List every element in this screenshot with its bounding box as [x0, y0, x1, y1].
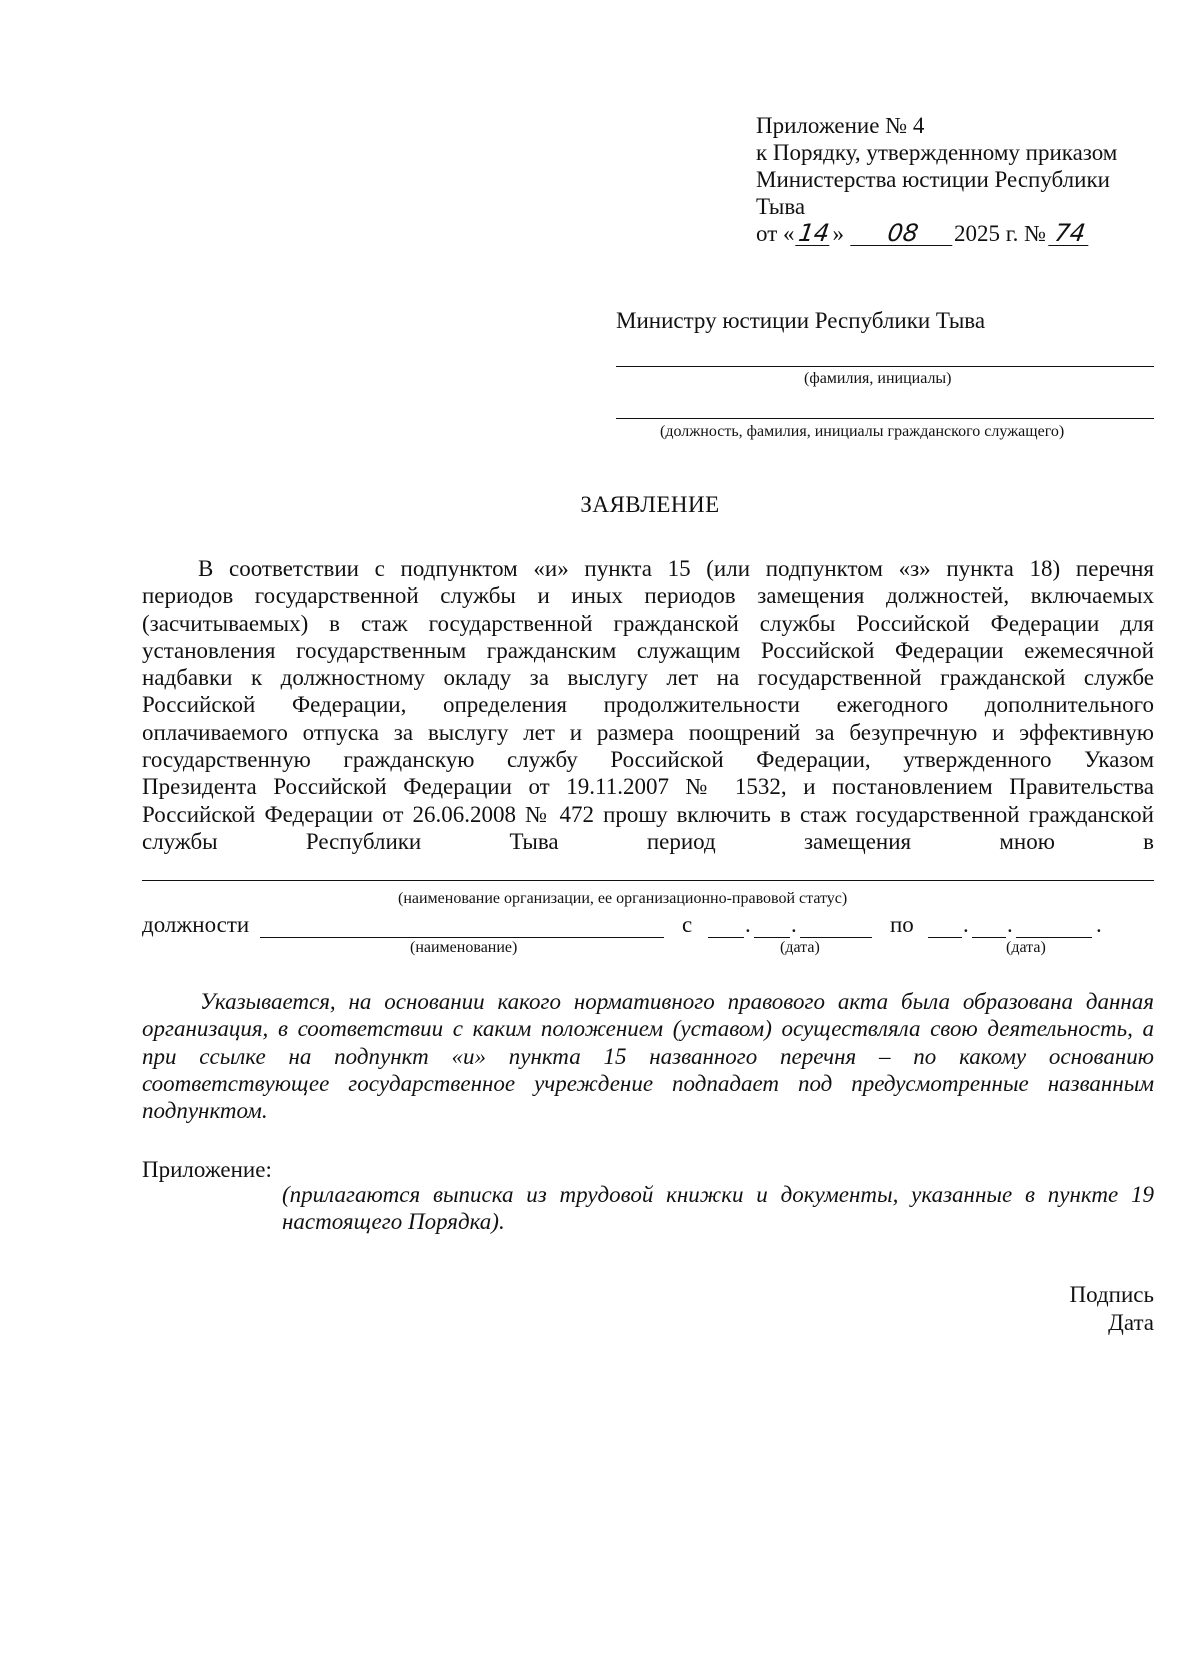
paragraph-line: В соответствии с подпунктом «и» пункта 15 (или подпунктом «з» пункта 18) перечня — [198, 556, 1154, 581]
paragraph-line: Российской Федерации от 26.06.2008 № 472 прошу включить в стаж государственной гражданской — [142, 801, 1154, 827]
paragraph-line: периодов государственной службы и иных периодов замещения должностей, включаемых — [142, 583, 1154, 609]
note-line: соответствующее государственное учреждение подпадает под предусмотренные названным — [142, 1070, 1154, 1096]
attachment-line: (прилагаются выписка из трудовой книжки и документы, указанные в пункте 19 — [282, 1182, 1154, 1207]
paragraph-line: (засчитываемых) в стаж государственной гражданской службы Российской Федерации для — [142, 610, 1154, 636]
position-field-line — [616, 418, 1154, 419]
attachment-text — [282, 1181, 1154, 1236]
appendix-order-ref: к Порядку, утвержденному приказом — [756, 140, 1118, 165]
from-date-caption: (дата) — [780, 939, 820, 956]
from-dot-1: . — [745, 912, 751, 937]
addressee: Министру юстиции Республики Тыва — [616, 308, 986, 333]
note-line: Указывается, на основании какого нормативного правового акта была образована данная — [200, 989, 1154, 1014]
note-line: подпунктом. — [142, 1098, 268, 1124]
position-period-row — [142, 912, 1154, 942]
handwritten-day: 14 — [796, 219, 831, 247]
organization-field-line — [142, 880, 1154, 881]
to-dot-2: . — [1007, 912, 1013, 937]
appendix-republic: Тыва — [756, 194, 806, 219]
signature-block — [1070, 1281, 1154, 1336]
date-prefix: от « — [756, 221, 795, 246]
position-field-caption: (должность, фамилия, инициалы гражданского служащего) — [660, 423, 1065, 440]
paragraph-line: государственную гражданскую службу Российской Федерации, утвержденного Указом — [142, 747, 1154, 773]
appendix-header — [756, 112, 1156, 247]
paragraph-line: Президента Российской Федерации от 19.11.2007 № 1532, и постановлением Правительства — [142, 774, 1154, 800]
from-label: с — [682, 912, 693, 937]
position-label: должности — [142, 912, 250, 937]
to-dot-1: . — [963, 912, 969, 937]
handwritten-order-number: 74 — [1048, 221, 1092, 246]
to-day-line — [928, 937, 962, 938]
name-field-line — [616, 366, 1154, 367]
attachment-label: Приложение: — [142, 1157, 272, 1182]
page-title: ЗАЯВЛЕНИЕ — [580, 492, 720, 517]
paragraph-line: оплачиваемого отпуска за выслугу лет и размера поощрений за безупречную и эффективную — [142, 719, 1154, 745]
paragraph-line: Российской Федерации, определения продолжительности ежегодного дополнительного — [142, 692, 1154, 718]
from-month-line — [754, 937, 790, 938]
appendix-title: Приложение № 4 — [756, 113, 925, 138]
to-label: по — [890, 912, 914, 937]
from-dot-2: . — [791, 912, 797, 937]
from-year-line — [800, 937, 872, 938]
handwritten-month: 08 — [850, 221, 956, 246]
end-dot: . — [1096, 912, 1102, 937]
note-line: организация, в соответствии с каким положением (уставом) осуществляла свою деятельность, а — [142, 1016, 1154, 1042]
appendix-date-line — [756, 220, 1156, 247]
signature-label: Подпись — [1069, 1282, 1154, 1307]
signature-date-label: Дата — [1108, 1309, 1154, 1335]
paragraph-line: службы Республики Тыва период замещения мною в — [142, 828, 1154, 854]
organization-field-caption: (наименование организации, ее организационно-правовой статус) — [398, 890, 848, 907]
instruction-note — [142, 988, 1154, 1124]
paragraph-line: надбавки к должностному окладу за выслугу лет на государственной гражданской службе — [142, 665, 1154, 691]
name-field-caption: (фамилия, инициалы) — [804, 370, 952, 387]
position-name-line — [260, 937, 664, 938]
to-year-line — [1016, 937, 1092, 938]
note-line: при ссылке на подпункт «и» пункта 15 названного перечня – по какому основанию — [142, 1043, 1154, 1069]
date-mid: » — [832, 221, 844, 246]
from-day-line — [708, 937, 744, 938]
position-name-caption: (наименование) — [410, 939, 518, 956]
to-date-caption: (дата) — [1006, 939, 1046, 956]
date-year: 2025 г. № — [954, 221, 1047, 246]
statement-paragraph — [142, 555, 1154, 855]
paragraph-line: установления государственным гражданским служащим Российской Федерации ежемесячной — [142, 637, 1154, 663]
to-month-line — [972, 937, 1006, 938]
appendix-ministry: Министерства юстиции Республики — [756, 167, 1110, 192]
attachment-line: настоящего Порядка). — [282, 1209, 505, 1235]
